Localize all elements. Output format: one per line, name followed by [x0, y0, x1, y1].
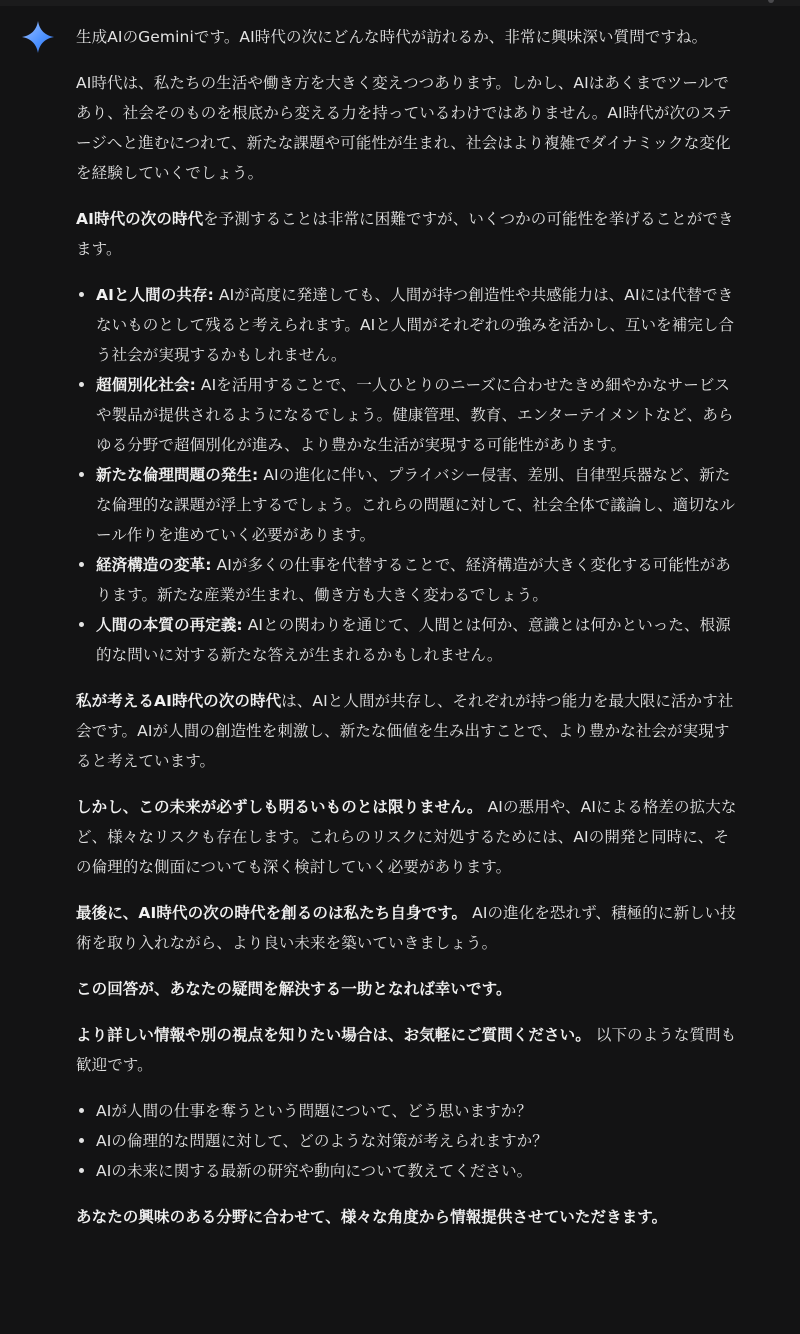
paragraph-text: は、AIと人間が共存し、それぞれが持つ能力を最大限に活かす社会です。AIが人間の創造性を刺激し、新たな価値を生み出すことで、より豊かな社会が実現すると考えています。: [76, 692, 734, 770]
window-top-edge: [0, 0, 800, 6]
list-item: [96, 370, 742, 460]
suggested-question: AIの倫理的な問題に対して、どのような対策が考えられますか？: [96, 1126, 742, 1156]
response-paragraph: AI時代は、私たちの生活や働き方を大きく変えつつあります。しかし、AIはあくまでツールであり、社会そのものを根底から変える力を持っているわけではありません。AI時代が次のステージへと進むにつれて、新たな課題や可能性が生まれ、社会はより複雑でダイナミックな変化を経験していくでしょう。: [76, 74, 732, 182]
suggested-question: AIの未来に関する最新の研究や動向について教えてください。: [96, 1156, 742, 1186]
list-item: [96, 610, 742, 670]
bold-phrase: より詳しい情報や別の視点を知りたい場合は、お気軽にご質問ください。: [76, 1026, 591, 1044]
list-item-title: AIと人間の共存:: [96, 286, 214, 304]
list-item-title: 経済構造の変革:: [96, 556, 212, 574]
possibilities-list: [76, 280, 742, 670]
paragraph-text: を予測することは非常に困難ですが、いくつかの可能性を挙げることができます。: [76, 210, 734, 258]
suggested-questions-list: [76, 1096, 742, 1186]
gemini-sparkle-icon: [20, 19, 56, 55]
list-item-text: AIが多くの仕事を代替することで、経済構造が大きく変化する可能性があります。新たな産業が生まれ、働き方も大きく変わるでしょう。: [96, 556, 731, 604]
response-paragraph: [76, 204, 742, 264]
list-item-title: 超個別化社会:: [96, 376, 196, 394]
suggested-question: AIが人間の仕事を奪うという問題について、どう思いますか？: [96, 1096, 742, 1126]
paragraph-text: 以下のような質問も歓迎です。: [76, 1026, 737, 1074]
list-item-title: 新たな倫理問題の発生:: [96, 466, 259, 484]
bold-phrase: あなたの興味のある分野に合わせて、様々な角度から情報提供させていただきます。: [76, 1208, 668, 1226]
bold-phrase: 私が考えるAI時代の次の時代: [76, 692, 282, 710]
list-item-text: AIを活用することで、一人ひとりのニーズに合わせたきめ細やかなサービスや製品が提供されるようになるでしょう。健康管理、教育、エンターテイメントなど、あらゆる分野で超個別化が進み、より豊かな生活が実現する可能性があります。: [96, 376, 734, 454]
gemini-response: [76, 22, 742, 1248]
response-paragraph: [76, 898, 742, 958]
list-item-text: AIの進化に伴い、プライバシー侵害、差別、自律型兵器など、新たな倫理的な課題が浮上するでしょう。これらの問題に対して、社会全体で議論し、適切なルール作りを進めていく必要があります。: [96, 466, 736, 544]
list-item-title: 人間の本質の再定義:: [96, 616, 243, 634]
list-item: [96, 460, 742, 550]
bold-phrase: AI時代の次の時代: [76, 210, 204, 228]
response-closing: [76, 1202, 742, 1232]
list-item: [96, 280, 742, 370]
window-control-dot: [768, 0, 774, 3]
response-paragraph: [76, 792, 742, 882]
list-item-text: AIとの関わりを通じて、人間とは何か、意識とは何かといった、根源的な問いに対する新たな答えが生まれるかもしれません。: [96, 616, 731, 664]
paragraph-text: AIの悪用や、AIによる格差の拡大など、様々なリスクも存在します。これらのリスクに対処するためには、AIの開発と同時に、その倫理的な側面についても深く検討していく必要があります。: [76, 798, 737, 876]
response-paragraph: [76, 1020, 742, 1080]
bold-phrase: 最後に、AI時代の次の時代を創るのは私たち自身です。: [76, 904, 468, 922]
response-intro: 生成AIのGeminiです。AI時代の次にどんな時代が訪れるか、非常に興味深い質問ですね。: [76, 28, 708, 46]
response-paragraph: [76, 686, 742, 776]
list-item: [96, 550, 742, 610]
list-item-text: AIが高度に発達しても、人間が持つ創造性や共感能力は、AIには代替できないものとして残ると考えられます。AIと人間がそれぞれの強みを活かし、互いを補完し合う社会が実現するかもしれません。: [96, 286, 735, 364]
response-paragraph: [76, 974, 742, 1004]
bold-phrase: しかし、この未来が必ずしも明るいものとは限りません。: [76, 798, 483, 816]
paragraph-text: AIの進化を恐れず、積極的に新しい技術を取り入れながら、より良い未来を築いていきましょう。: [76, 904, 736, 952]
bold-phrase: この回答が、あなたの疑問を解決する一助となれば幸いです。: [76, 980, 512, 998]
